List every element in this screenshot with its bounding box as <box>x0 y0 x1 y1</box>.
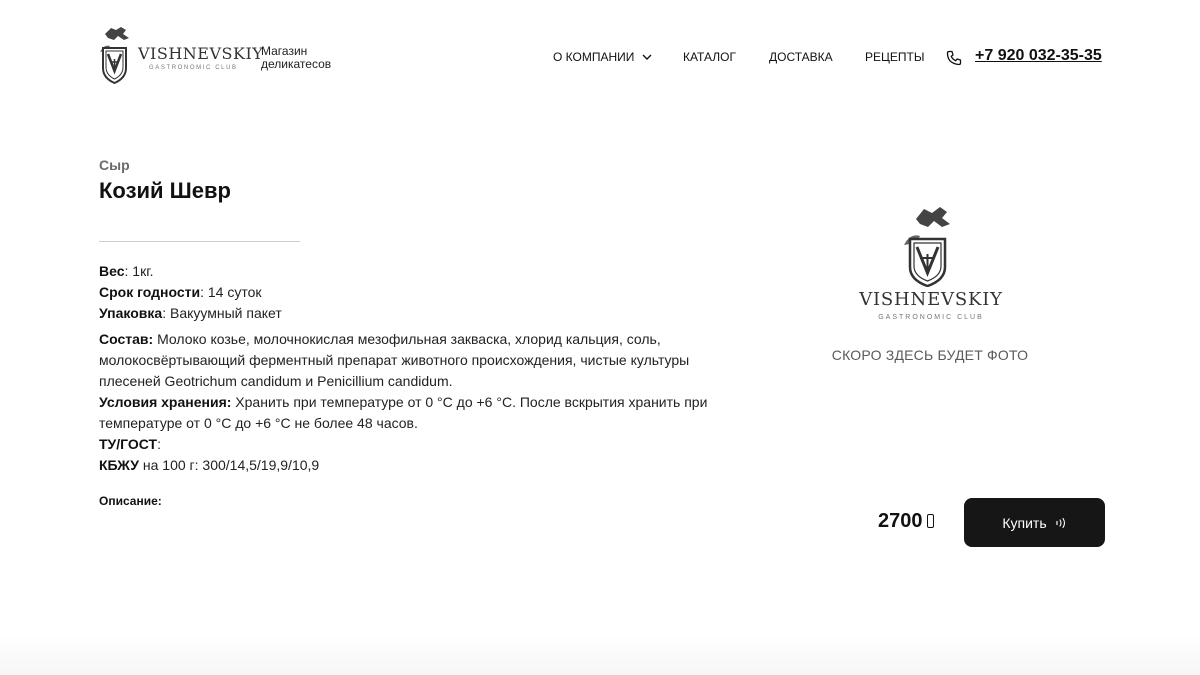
spec-kbju-value: на 100 г: 300/14,5/19,9/10,9 <box>138 457 320 473</box>
spec-gost <box>99 434 709 455</box>
nav-item-recipes[interactable]: РЕЦЕПТЫ <box>865 50 925 64</box>
spec-weight <box>99 261 709 282</box>
product-price <box>878 510 934 533</box>
spec-gost-label: ТУ/ГОСТ <box>99 436 158 452</box>
knight-shield-icon <box>890 205 965 287</box>
spec-pack-value: : Вакуумный пакет <box>162 305 282 321</box>
placeholder-subtitle: GASTRONOMIC CLUB <box>878 314 984 321</box>
spec-shelf-label: Срок годности <box>99 284 201 300</box>
spec-packaging <box>99 303 709 324</box>
spec-pack-label: Упаковка <box>99 305 163 321</box>
spec-storage-value: Хранить при температуре от 0 °С до +6 °С. После вскрытия хранить при температуре от 0 °С до +6 °С не более 48 часов. <box>99 394 708 431</box>
spec-gost-value: : <box>157 436 161 452</box>
photo-placeholder-text: СКОРО ЗДЕСЬ БУДЕТ ФОТО <box>831 347 1029 363</box>
chevron-down-icon <box>642 54 652 60</box>
footer-fade <box>0 635 1200 675</box>
spec-composition-value: Молоко козье, молочнокислая мезофильная закваска, хлорид кальция, соль, молокосвёртывающий ферментный препарат животного происхождения, чистые культуры плесеней Geotrichum candidum и Penicillium candidum. <box>99 331 690 389</box>
spec-kbju <box>99 455 709 476</box>
buy-button-label: Купить <box>1002 514 1047 531</box>
buy-button[interactable] <box>964 498 1105 547</box>
spec-storage-label: Условия хранения: <box>99 394 232 410</box>
phone-icon <box>946 50 962 66</box>
price-value: 2700 <box>878 510 923 532</box>
logo-subtitle: GASTRONOMIC CLUB <box>149 65 238 71</box>
product-specs <box>99 261 709 476</box>
product-category: Сыр <box>99 157 130 173</box>
nav-item-delivery[interactable]: ДОСТАВКА <box>769 50 833 64</box>
spec-composition <box>99 329 709 392</box>
site-tagline: Магазин деликатесов <box>261 44 332 71</box>
spec-weight-value: : 1кг. <box>124 263 154 279</box>
nav-item-catalog[interactable]: КАТАЛОГ <box>683 50 736 64</box>
divider <box>99 241 300 242</box>
ruble-icon <box>927 514 934 528</box>
phone-link[interactable]: +7 920 032-35-35 <box>975 47 1102 64</box>
spec-shelf-value: : 14 суток <box>200 284 262 300</box>
spec-storage <box>99 392 709 434</box>
product-title: Козий Шевр <box>99 178 231 203</box>
spec-composition-label: Состав: <box>99 331 154 347</box>
description-label: Описание: <box>99 494 162 508</box>
logo-wordmark[interactable]: VISHNEVSKIY <box>138 44 264 63</box>
spec-weight-label: Вес <box>99 263 125 279</box>
spec-shelf-life <box>99 282 709 303</box>
nav-item-about[interactable]: О КОМПАНИИ <box>553 50 652 64</box>
placeholder-wordmark: VISHNEVSKIY <box>859 289 1003 310</box>
sound-wave-icon <box>1055 517 1067 529</box>
spec-kbju-label: КБЖУ <box>99 457 139 473</box>
